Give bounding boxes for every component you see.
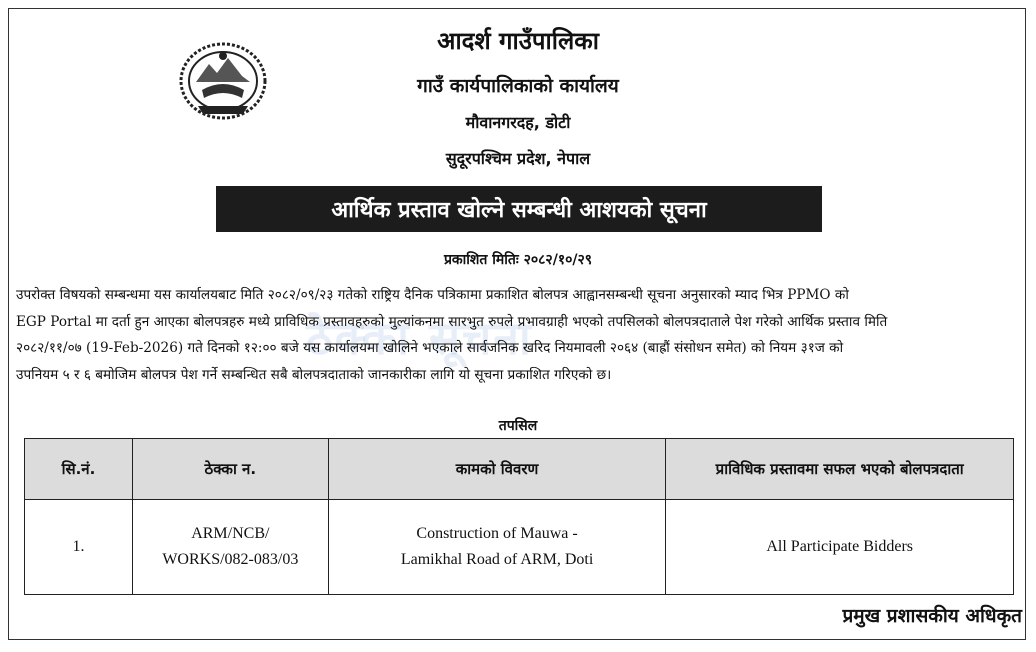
notice-title: आर्थिक प्रस्ताव खोल्ने सम्बन्धी आशयको सूचना xyxy=(331,198,707,223)
body-line: उपनियम ५ र ६ बमोजिम बोलपत्र पेश गर्ने सम्बन्धित सबै बोलपत्रदाताको जानकारीका लागि यो सूचना प्रकाशित गरिएको छ। xyxy=(16,366,612,383)
office-name: गाउँ कार्यपालिकाको कार्यालय xyxy=(417,75,619,97)
table-header-row xyxy=(25,439,1014,500)
body-line: EGP Portal मा दर्ता हुन आएका बोलपत्रहरु मध्ये प्राविधिक प्रस्तावहरुको मुल्यांकनमा सारभुत रुपले प्रभावग्राही भएको तपसिलको बोलपत्रदाताले पेश गरेको आर्थिक प्रस्ताव मिति xyxy=(16,313,888,330)
cell-sn: 1. xyxy=(25,500,133,595)
column-header-description: कामको विवरण xyxy=(328,439,666,500)
signatory-title: प्रमुख प्रशासकीय अधिकृत xyxy=(842,605,1022,627)
column-header-bidder: प्राविधिक प्रस्तावमा सफल भएको बोलपत्रदाता xyxy=(666,439,1014,500)
cell-contract-no xyxy=(132,500,328,595)
body-line: २०८२/११/०७ (19-Feb-2026) गते दिनको १२:०० बजे यस कार्यालयमा खोलिने भएकाले सार्वजनिक खरिद नियमावली २०६४ (बाह्रौं संसोधन समेत) को नियम ३१ज को xyxy=(16,340,844,356)
province-name: सुदूरपश्चिम प्रदेश, नेपाल xyxy=(445,149,591,168)
watermark-text: ठेक्का सूचना xyxy=(306,311,533,365)
office-address: मौवानगरदह, डोटी xyxy=(465,113,571,132)
column-header-sn: सि.नं. xyxy=(25,439,133,500)
contract-no-line: WORKS/082-083/03 xyxy=(162,551,299,568)
schedule-label: तपसिल xyxy=(498,418,538,434)
published-date: प्रकाशित मितिः २०८२/१०/२९ xyxy=(443,252,593,268)
bidder-table xyxy=(24,438,1014,595)
notice-body xyxy=(16,282,1024,388)
municipality-name: आदर्श गाउँपालिका xyxy=(437,27,599,55)
description-line: Construction of Mauwa - xyxy=(416,525,578,542)
body-line: उपरोक्त विषयको सम्बन्धमा यस कार्यालयबाट मिति २०८२/०९/२३ गतेको राष्ट्रिय दैनिक पत्रिकामा प्रकाशित बोलपत्र आह्वानसम्बन्धी सूचना अनुसारको म्याद भित्र PPMO को xyxy=(16,287,849,303)
contract-no-line: ARM/NCB/ xyxy=(191,525,270,542)
notice-title-banner xyxy=(216,186,822,232)
description-line: Lamikhal Road of ARM, Doti xyxy=(400,551,594,568)
table-row xyxy=(25,500,1014,595)
cell-bidder: All Participate Bidders xyxy=(666,500,1014,595)
cell-description xyxy=(328,500,666,595)
column-header-contract-no: ठेक्का न. xyxy=(132,439,328,500)
